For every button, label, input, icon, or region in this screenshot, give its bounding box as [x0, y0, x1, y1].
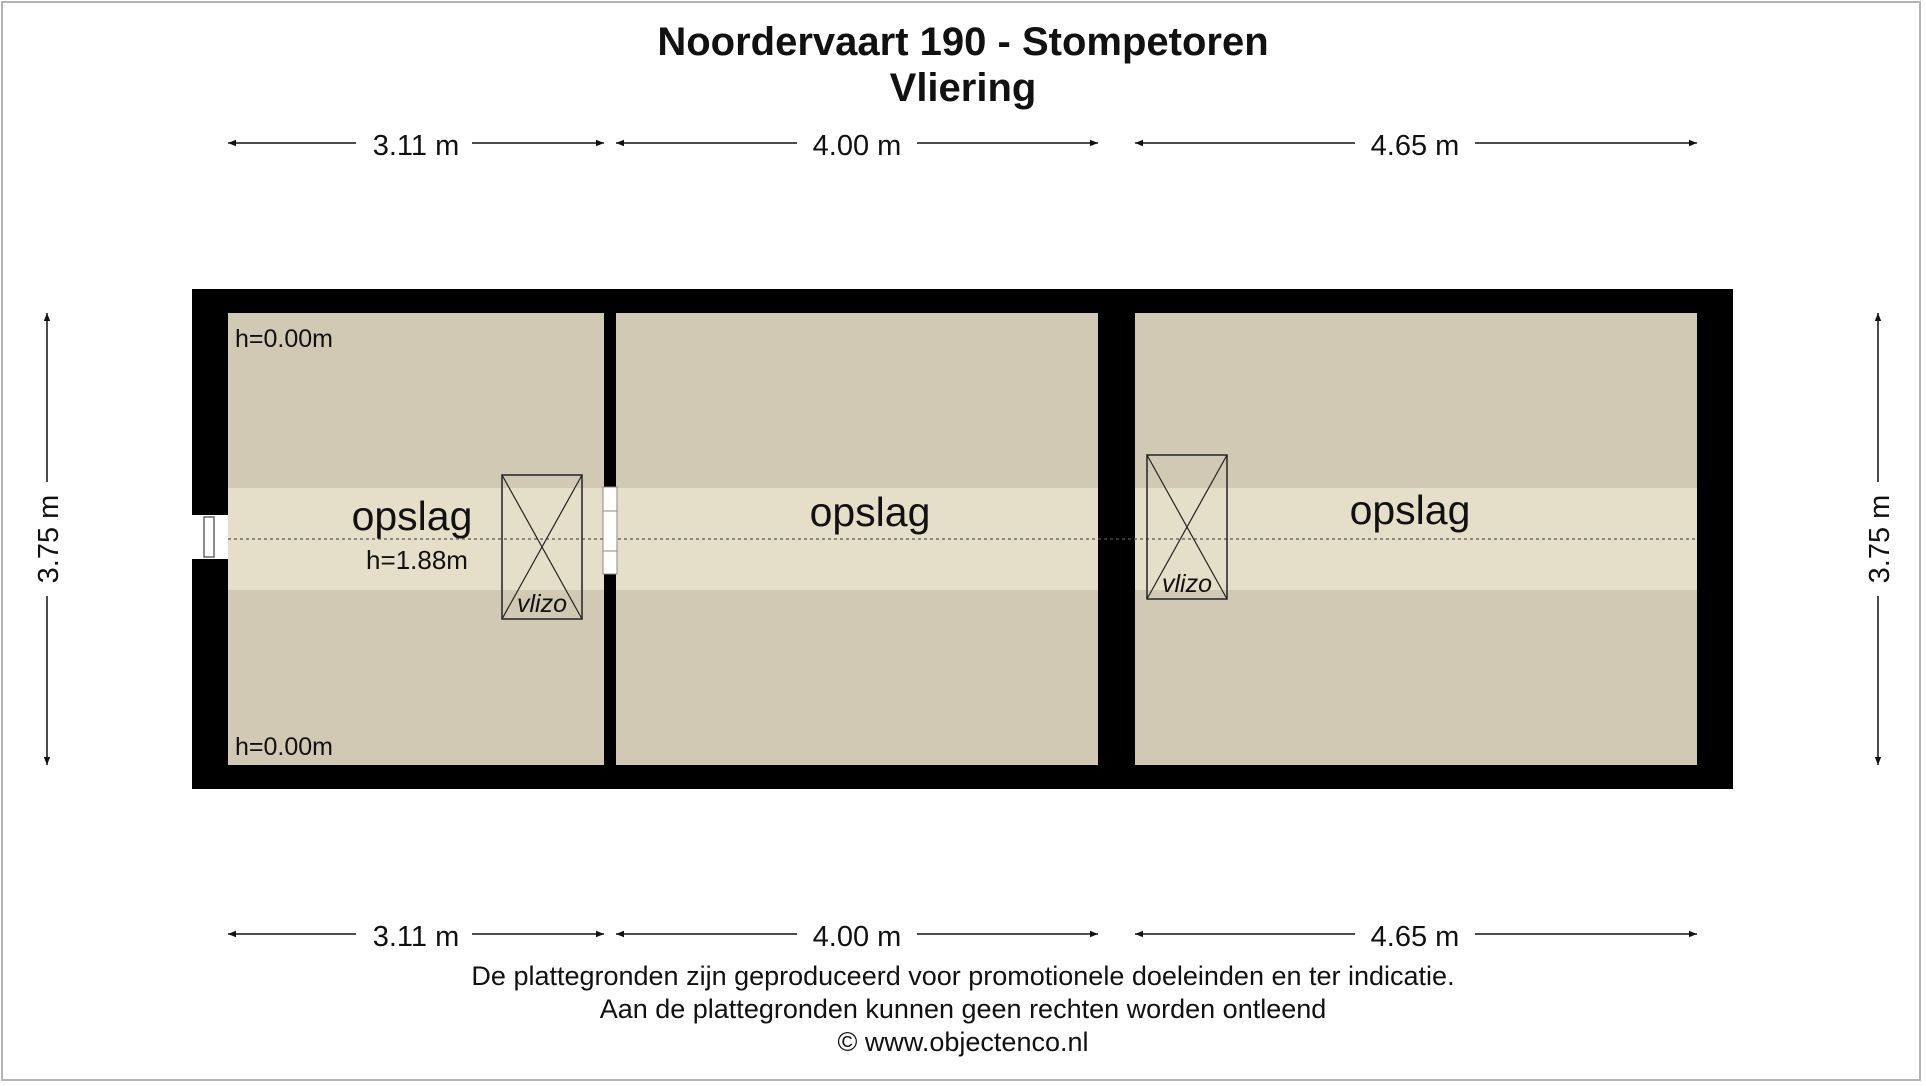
- room-label-middle: opslag: [809, 489, 931, 535]
- corner-height-bottom: h=0.00m: [235, 733, 333, 761]
- copyright-link[interactable]: © www.objectenco.nl: [837, 1027, 1089, 1057]
- dimension-top-3: 4.65 m: [1370, 130, 1460, 162]
- room-height-label: h=1.88m: [366, 545, 468, 575]
- disclaimer-line-1: De plattegronden zijn geproduceerd voor promotionele doeleinden en ter indicatie.: [471, 961, 1455, 991]
- dimension-bottom-1: 3.11 m: [372, 921, 460, 953]
- plan-title: Noordervaart 190 - Stompetoren: [657, 20, 1269, 64]
- dimension-left: 3.75 m: [33, 494, 65, 584]
- room-label-left: opslag: [351, 493, 473, 539]
- dimension-right: 3.75 m: [1864, 494, 1896, 584]
- disclaimer-line-2: Aan de plattegronden kunnen geen rechten worden ontleend: [599, 994, 1327, 1024]
- dimension-bottom-3: 4.65 m: [1370, 921, 1460, 953]
- floor-name: Vliering: [889, 66, 1037, 110]
- dimension-top-1: 3.11 m: [372, 130, 460, 162]
- dimension-bottom-2: 4.00 m: [812, 921, 902, 953]
- corner-height-top: h=0.00m: [235, 325, 333, 353]
- window-opening: [192, 515, 228, 559]
- hatch-label: vlizo: [1161, 570, 1213, 598]
- room-label-right: opslag: [1349, 487, 1471, 533]
- hatch-label: vlizo: [516, 590, 568, 618]
- door-opening: [603, 487, 617, 574]
- dimension-top-2: 4.00 m: [812, 130, 902, 162]
